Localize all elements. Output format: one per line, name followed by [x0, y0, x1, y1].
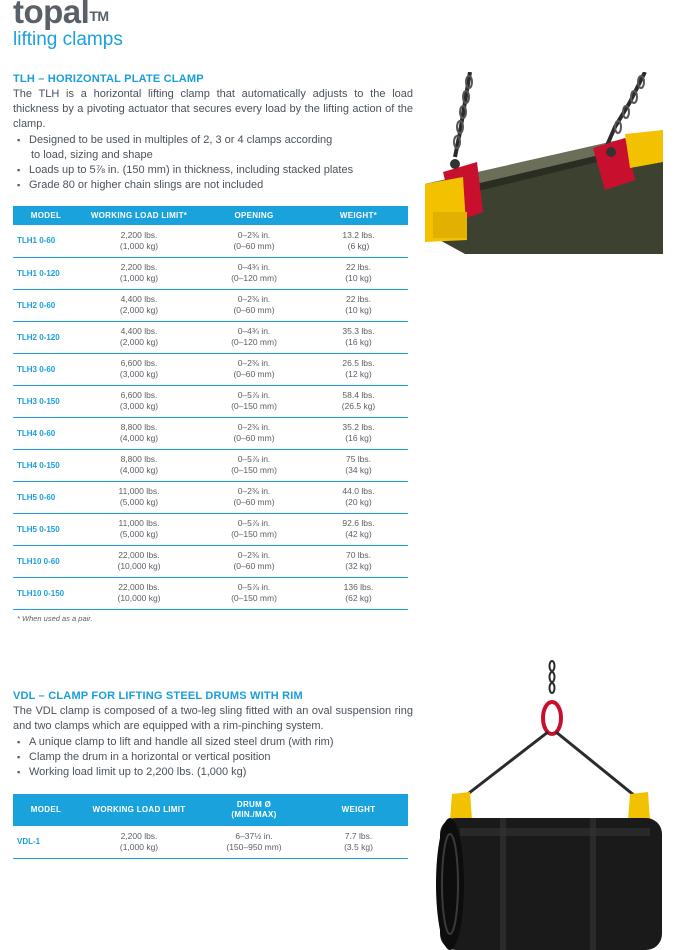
cell-opening: 0–2⅜ in. (0–60 mm) — [199, 481, 309, 513]
cell-model: TLH10 0-60 — [13, 545, 79, 577]
table-header-row — [13, 794, 408, 826]
column-header-wll: WORKING LOAD LIMIT — [79, 794, 199, 826]
vdl-description: The VDL clamp is composed of a two-leg sling fitted with an oval suspension ring and two clamps which are equipped with a rim-pinching system. — [13, 705, 413, 732]
table-row — [13, 225, 408, 257]
cell-weight: 35.3 lbs. (16 kg) — [309, 321, 408, 353]
cell-model: TLH3 0-60 — [13, 353, 79, 385]
cell-opening: 0–5⅞ in. (0–150 mm) — [199, 513, 309, 545]
table-row — [13, 826, 408, 858]
cell-opening: 0–4¾ in. (0–120 mm) — [199, 257, 309, 289]
cell-weight: 58.4 lbs. (26.5 kg) — [309, 385, 408, 417]
list-item: ▪ Clamp the drum in a horizontal or vertical position — [17, 750, 417, 765]
table-row — [13, 289, 408, 321]
cell-wll: 6,600 lbs. (3,000 kg) — [79, 353, 199, 385]
tlh-table-body — [13, 225, 408, 609]
vdl-feature-list — [17, 735, 417, 780]
list-item: ▪ Working load limit up to 2,200 lbs. (1,000 kg) — [17, 765, 417, 780]
tlh-feature-list — [17, 133, 417, 193]
list-item: to load, sizing and shape — [31, 149, 153, 161]
tlh-section-title: TLH – HORIZONTAL PLATE CLAMP — [13, 73, 204, 85]
table-row — [13, 545, 408, 577]
cell-model: TLH5 0-150 — [13, 513, 79, 545]
cell-model: TLH1 0-60 — [13, 225, 79, 257]
table-header-row — [13, 206, 408, 225]
cell-weight: 70 lbs. (32 kg) — [309, 545, 408, 577]
cell-wll: 8,800 lbs. (4,000 kg) — [79, 449, 199, 481]
cell-weight: 136 lbs. (62 kg) — [309, 577, 408, 609]
cell-opening: 0–5⅞ in. (0–150 mm) — [199, 577, 309, 609]
column-header-weight: WEIGHT — [309, 794, 408, 826]
tlh-description: The TLH is a horizontal lifting clamp that automatically adjusts to the load thickness by a pivoting actuator that secures every load by the lifting action of the clamp. — [13, 88, 413, 130]
cell-opening: 0–5⅞ in. (0–150 mm) — [199, 385, 309, 417]
cell-opening: 0–5⅞ in. (0–150 mm) — [199, 449, 309, 481]
tlh-clamp-photo — [425, 72, 663, 254]
cell-weight: 13.2 lbs. (6 kg) — [309, 225, 408, 257]
list-item: ▪ A unique clamp to lift and handle all sized steel drum (with rim) — [17, 735, 417, 750]
cell-model: TLH3 0-150 — [13, 385, 79, 417]
column-header-drum: DRUM Ø (MIN./MAX) — [199, 794, 309, 826]
tlh-spec-table — [13, 206, 408, 610]
brand-subtitle: lifting clamps — [13, 29, 123, 50]
vdl-section-title: VDL – CLAMP FOR LIFTING STEEL DRUMS WITH RIM — [13, 690, 303, 702]
cell-wll: 6,600 lbs. (3,000 kg) — [79, 385, 199, 417]
vdl-spec-table — [13, 794, 408, 859]
table-row — [13, 257, 408, 289]
cell-weight: 92.6 lbs. (42 kg) — [309, 513, 408, 545]
table-row — [13, 449, 408, 481]
cell-opening: 0–2⅜ in. (0–60 mm) — [199, 353, 309, 385]
cell-model: TLH2 0-120 — [13, 321, 79, 353]
brand-header — [13, 0, 123, 50]
cell-wll: 4,400 lbs. (2,000 kg) — [79, 321, 199, 353]
cell-wll: 22,000 lbs. (10,000 kg) — [79, 545, 199, 577]
cell-weight: 75 lbs. (34 kg) — [309, 449, 408, 481]
list-item: ▪ Grade 80 or higher chain slings are not included — [17, 178, 417, 193]
table-row — [13, 481, 408, 513]
cell-opening: 0–4¾ in. (0–120 mm) — [199, 321, 309, 353]
list-item: ▪ Loads up to 5⅞ in. (150 mm) in thickness, including stacked plates — [17, 163, 417, 178]
table-row — [13, 353, 408, 385]
column-header-wll: WORKING LOAD LIMIT* — [79, 206, 199, 225]
cell-wll: 4,400 lbs. (2,000 kg) — [79, 289, 199, 321]
cell-model: TLH4 0-150 — [13, 449, 79, 481]
column-header-weight: WEIGHT* — [309, 206, 408, 225]
brand-logo: topal™ — [13, 0, 109, 30]
table-row — [13, 513, 408, 545]
cell-weight: 44.0 lbs. (20 kg) — [309, 481, 408, 513]
cell-wll: 2,200 lbs. (1,000 kg) — [79, 257, 199, 289]
cell-wll: 2,200 lbs. (1,000 kg) — [79, 225, 199, 257]
cell-opening: 0–2⅜ in. (0–60 mm) — [199, 225, 309, 257]
column-header-model: MODEL — [13, 794, 79, 826]
table-row — [13, 385, 408, 417]
cell-model: TLH5 0-60 — [13, 481, 79, 513]
cell-wll: 22,000 lbs. (10,000 kg) — [79, 577, 199, 609]
cell-wll: 11,000 lbs. (5,000 kg) — [79, 481, 199, 513]
cell-wll: 2,200 lbs. (1,000 kg) — [79, 826, 199, 858]
table-row — [13, 577, 408, 609]
cell-model: TLH2 0-60 — [13, 289, 79, 321]
column-header-opening: OPENING — [199, 206, 309, 225]
cell-model: TLH1 0-120 — [13, 257, 79, 289]
cell-wll: 8,800 lbs. (4,000 kg) — [79, 417, 199, 449]
cell-model: TLH4 0-60 — [13, 417, 79, 449]
column-header-model: MODEL — [13, 206, 79, 225]
cell-drum: 6–37½ in. (150–950 mm) — [199, 826, 309, 858]
cell-weight: 22 lbs. (10 kg) — [309, 257, 408, 289]
cell-weight: 35.2 lbs. (16 kg) — [309, 417, 408, 449]
footnote: * When used as a pair. — [17, 614, 93, 623]
cell-opening: 0–2⅜ in. (0–60 mm) — [199, 545, 309, 577]
cell-weight: 7.7 lbs. (3.5 kg) — [309, 826, 408, 858]
table-row — [13, 321, 408, 353]
vdl-drum-clamp-photo — [430, 660, 668, 950]
cell-model: VDL-1 — [13, 826, 79, 858]
cell-weight: 26.5 lbs. (12 kg) — [309, 353, 408, 385]
cell-model: TLH10 0-150 — [13, 577, 79, 609]
list-item: ▪ Designed to be used in multiples of 2, 3 or 4 clamps according — [17, 133, 417, 148]
cell-wll: 11,000 lbs. (5,000 kg) — [79, 513, 199, 545]
cell-opening: 0–2⅜ in. (0–60 mm) — [199, 417, 309, 449]
table-row — [13, 417, 408, 449]
cell-weight: 22 lbs. (10 kg) — [309, 289, 408, 321]
cell-opening: 0–2⅜ in. (0–60 mm) — [199, 289, 309, 321]
